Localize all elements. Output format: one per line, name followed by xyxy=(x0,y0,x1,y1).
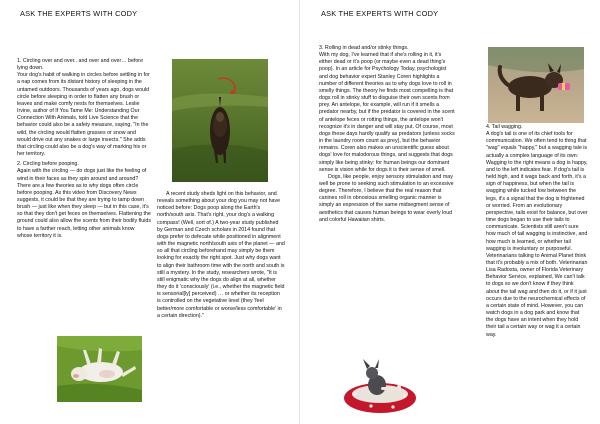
column-left xyxy=(319,45,455,224)
dog-circling-photo xyxy=(172,59,268,182)
dog-rolling-photo xyxy=(57,336,142,402)
page-header: ASK THE EXPERTS WITH CODY xyxy=(321,9,439,18)
section-body: Your dog's habit of walking in circles before settling in for a nap comes from its distant history of sleeping in the untamed outdoors. Thousands of years ago, dogs would circle before sleeping in order to flatten any brush or leaves and make comfy nests for themselves. Leslie Irvine, author of If You Tame Me: Understanding Our Connection With Animals, told Live Science that the behavior could also be a safety measure, saying, "In the wild, the circling would flatten grasses or snow and would drive out any snakes or large insects." She adds that circling could also be a dog's way of marking his or her territory. xyxy=(17,72,150,158)
section-heading: 4. Tail wagging. xyxy=(486,124,523,130)
section-heading: 1. Circling over and over.. and over and over… before lying down. xyxy=(17,58,144,72)
section-heading: 2. Circling before pooping. xyxy=(17,161,79,168)
page-header: ASK THE EXPERTS WITH CODY xyxy=(20,9,138,18)
section-body: With my dog, I've learned that if she's rolling in it, it's either dead or it's poop (or maybe even a dead thing's poop). In an article for Psychology Today, psychologist and dog behavior expert Stanley Coren highlights a number of different theories as to why dogs love to roll in smelly things. The theory he finds most compelling is that dogs roll in stinky stuff to disguise their own scents from prey. An antelope, for example, will run if it smells a predator nearby, but if the predator is covered in the scent of antelope feces or rotting things, the antelope won't recognize it's in danger and will stay put. Of course, most dogs these days hardly qualify as predators (unless socks in the laundry room count as prey), but the behavior remains. Coren also makes an unscientific guess about dogs' love for malodorous things, and suggests that dogs simply like being stinky: for human beings our dominant sense is vision while for dogs it is their sense of smell. xyxy=(319,52,455,173)
section-heading: 3. Rolling in dead and/or stinky things. xyxy=(319,45,409,51)
page-right xyxy=(300,0,600,424)
dog-tail-wagging-photo xyxy=(488,47,584,123)
column-left xyxy=(17,58,151,240)
column-right xyxy=(157,191,285,320)
section-body: Again with the circling — do dogs just like the feeling of wind in their faces as they spin around and around? There are a few theories as to why dogs often circle before pooping. As this video from Discovery News suggests, it could be that they are trying to tamp down brush — just like when they sleep — but in this case, it's so that they don't get feces on themselves. Flattening the ground could also allow the scents from their bodily fluids to have a farther reach, letting other animals know whose territory it is. xyxy=(17,168,151,239)
section-body: Dogs, like people, enjoy sensory stimulation and may well be prone to seeking such stimulation to an excessive degree. Therefore, I believe that the real reason that canines roll in obnoxious smelling organic manner is simply an expression of the same midsegment sense of aesthetics that causes human beings to wear overly loud and colorful Hawaiian shirts. xyxy=(319,173,454,223)
column-right xyxy=(486,124,588,339)
section-body: A recent study sheds light on this behavior, and reveals something about your dog you may not have noticed before: Dogs poop along the Earth's north/south axis. That's right, your dog's a walking compass! (Well, sort of.) A two-year study published by German and Czech scholars in 2014 found that dogs prefer to defecate while positioned in alignment with the magnetic north/south axis of the planet — and so all that circling beforehand may simply be them looking for exactly the right spot. Just why dogs want to align their bathroom time with the north and south is still a mystery. In the study, researchers wrote, "It is still enigmatic why the dogs do align at all, whether they do it 'consciously' (i.e., whether the magnetic field is sensorial[ly] perceived) … or whether its reception is controlled on the vegetative level (they 'feel better/more comfortable or worse/less comfortable' in a certain direction)." xyxy=(157,191,285,319)
section-body: A dog's tail is one of its chief tools for communication. We often tend to thing that "wag" equals "happy," but a wagging tale is actually a complex language of its own: Wagging to the right means a dog is happy, and to the left indicates fear. If dog's tail is held high, and it wags back and forth, it's a sign of happiness, but when the tail is wagging while tucked low between the legs, it's a signal that the dog is frightened or worried. From an evolutionary perspective, tails exist for balance, but over time dogs began to use their tails to communicate. Scientists still aren't sure how much of tail wagging is instinctive, and how much is learned, or whether tail wagging is involuntary or purposeful. Veterinarians talking to Animal Planet think that it's probably a mix of both. Veterinarian Lisa Radosta, owner of Florida Veterinary Behavior Service, explained, We can't talk to dogs so we don't know if they think about the tail wag and then do it, or if it just occurs due to the neurochemical effects of a certain state of mind. However, you can watch dogs in a dog park and know that the dogs have an intent when they hold their tail a certain way or wag it a certain way. xyxy=(486,131,588,338)
dog-in-bed-photo xyxy=(341,351,419,416)
